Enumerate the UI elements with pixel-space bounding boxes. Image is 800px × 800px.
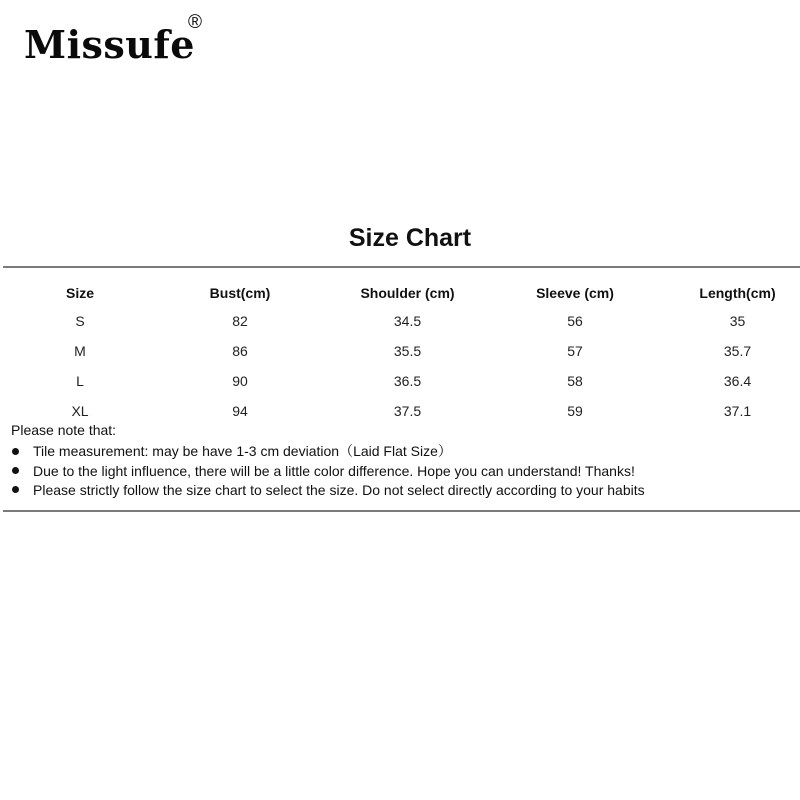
cell-bust: 82 xyxy=(232,313,248,329)
page-title: Size Chart xyxy=(348,224,472,252)
header-sleeve: Sleeve (cm) xyxy=(536,285,614,301)
bottom-divider xyxy=(3,510,800,512)
cell-size: L xyxy=(76,373,84,389)
bullet-icon xyxy=(12,467,19,474)
note-item xyxy=(11,461,645,480)
bullet-icon xyxy=(12,448,19,455)
cell-length: 35 xyxy=(729,313,746,329)
cell-length: 37.1 xyxy=(723,403,752,419)
table-row xyxy=(0,366,800,396)
cell-shoulder: 36.5 xyxy=(393,373,422,389)
notes-section xyxy=(11,421,645,499)
cell-size: S xyxy=(75,313,85,329)
cell-sleeve: 59 xyxy=(567,403,583,419)
cell-bust: 94 xyxy=(232,403,248,419)
cell-bust: 86 xyxy=(232,343,248,359)
registered-trademark-icon: ® xyxy=(188,12,202,33)
cell-sleeve: 58 xyxy=(567,373,583,389)
cell-sleeve: 56 xyxy=(567,313,583,329)
cell-bust: 90 xyxy=(232,373,248,389)
note-text: Due to the light influence, there will be a little color difference. Hope you can understand! Thanks! xyxy=(33,462,635,479)
brand-logo: Missufe xyxy=(24,22,195,67)
table-header-row xyxy=(0,280,800,306)
cell-shoulder: 35.5 xyxy=(393,343,422,359)
cell-length: 35.7 xyxy=(723,343,752,359)
cell-length: 36.4 xyxy=(723,373,752,389)
cell-sleeve: 57 xyxy=(567,343,583,359)
size-chart-table xyxy=(0,280,800,426)
top-divider xyxy=(3,266,800,268)
header-length: Length(cm) xyxy=(699,285,776,301)
notes-heading: Please note that: xyxy=(11,422,117,438)
header-bust: Bust(cm) xyxy=(209,285,271,301)
note-text: Please strictly follow the size chart to select the size. Do not select directly according to your habits xyxy=(33,481,645,498)
table-row xyxy=(0,336,800,366)
bullet-icon xyxy=(12,486,19,493)
note-item xyxy=(11,441,645,461)
cell-shoulder: 37.5 xyxy=(393,403,422,419)
notes-list xyxy=(11,441,645,499)
table-row xyxy=(0,306,800,336)
header-shoulder: Shoulder (cm) xyxy=(360,285,455,301)
note-text: Tile measurement: may be have 1-3 cm deviation（Laid Flat Size） xyxy=(33,443,452,459)
note-item xyxy=(11,480,645,499)
cell-shoulder: 34.5 xyxy=(393,313,422,329)
header-size: Size xyxy=(65,285,94,301)
cell-size: M xyxy=(74,343,86,359)
cell-size: XL xyxy=(71,403,89,419)
